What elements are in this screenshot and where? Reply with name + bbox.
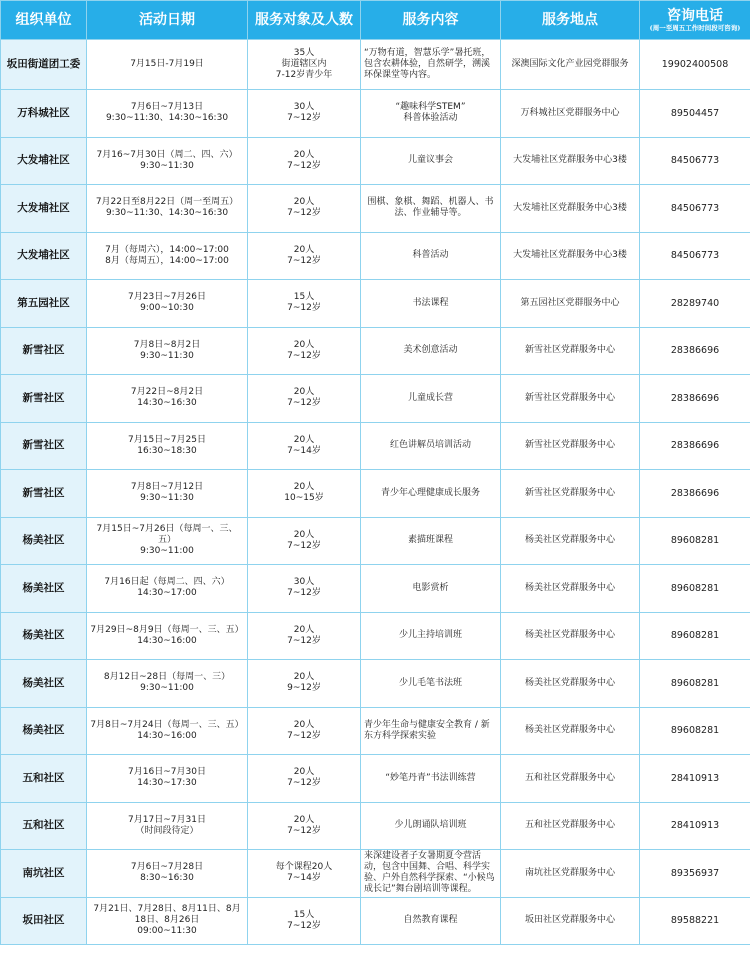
cell-org: 大发埔社区 bbox=[1, 232, 87, 280]
cell-content: 少儿毛笔书法班 bbox=[361, 660, 501, 708]
cell-location: 新雪社区党群服务中心 bbox=[501, 327, 640, 375]
cell-org: 杨美社区 bbox=[1, 660, 87, 708]
cell-content: 科普活动 bbox=[361, 232, 501, 280]
table-row bbox=[1, 850, 750, 898]
cell-org: 第五园社区 bbox=[1, 280, 87, 328]
cell-date: 7月6日~7月13日 9:30~11:30、14:30~16:30 bbox=[87, 90, 248, 138]
cell-content: 来深建设者子女暑期夏令营活动，包含中国舞、合唱、科学实验、户外自然科学探索、“小候鸟成长记”舞台剧培训等课程。 bbox=[361, 850, 501, 898]
cell-org: 五和社区 bbox=[1, 755, 87, 803]
table-row bbox=[1, 280, 750, 328]
cell-audience: 20人 10~15岁 bbox=[248, 470, 361, 518]
cell-date: 7月15日~7月26日（每周一、三、五） 9:30~11:00 bbox=[87, 517, 248, 565]
cell-phone: 28410913 bbox=[640, 755, 750, 803]
cell-location: 大发埔社区党群服务中心3楼 bbox=[501, 232, 640, 280]
cell-org: 新雪社区 bbox=[1, 422, 87, 470]
cell-date: 7月15日-7月19日 bbox=[87, 40, 248, 90]
table-row bbox=[1, 517, 750, 565]
cell-location: 杨美社区党群服务中心 bbox=[501, 707, 640, 755]
cell-location: 坂田社区党群服务中心 bbox=[501, 897, 640, 945]
table-row bbox=[1, 137, 750, 185]
cell-audience: 20人 7~12岁 bbox=[248, 327, 361, 375]
cell-org: 大发埔社区 bbox=[1, 137, 87, 185]
table-row bbox=[1, 612, 750, 660]
cell-audience: 15人 7~12岁 bbox=[248, 280, 361, 328]
cell-content: 美术创意活动 bbox=[361, 327, 501, 375]
cell-location: 大发埔社区党群服务中心3楼 bbox=[501, 185, 640, 233]
cell-org: 五和社区 bbox=[1, 802, 87, 850]
cell-location: 新雪社区党群服务中心 bbox=[501, 422, 640, 470]
cell-phone: 89588221 bbox=[640, 897, 750, 945]
cell-date: 7月29日~8月9日（每周一、三、五） 14:30~16:00 bbox=[87, 612, 248, 660]
cell-location: 万科城社区党群服务中心 bbox=[501, 90, 640, 138]
cell-audience: 20人 7~12岁 bbox=[248, 232, 361, 280]
cell-content: “趣味科学STEM” 科普体验活动 bbox=[361, 90, 501, 138]
cell-audience: 15人 7~12岁 bbox=[248, 897, 361, 945]
cell-content: 少儿主持培训班 bbox=[361, 612, 501, 660]
cell-content: 青少年生命与健康安全教育 / 新东方科学探索实验 bbox=[361, 707, 501, 755]
table-row bbox=[1, 40, 750, 90]
cell-content: 少儿朗诵队培训班 bbox=[361, 802, 501, 850]
cell-phone: 28386696 bbox=[640, 470, 750, 518]
cell-phone: 84506773 bbox=[640, 232, 750, 280]
cell-date: 7月22日~8月2日 14:30~16:30 bbox=[87, 375, 248, 423]
cell-audience: 30人 7~12岁 bbox=[248, 90, 361, 138]
cell-audience: 20人 7~14岁 bbox=[248, 422, 361, 470]
cell-date: 7月15日~7月25日 16:30~18:30 bbox=[87, 422, 248, 470]
cell-location: 大发埔社区党群服务中心3楼 bbox=[501, 137, 640, 185]
cell-location: 深澳国际文化产业园党群服务 bbox=[501, 40, 640, 90]
header-row bbox=[1, 1, 750, 40]
cell-phone: 28386696 bbox=[640, 375, 750, 423]
table-row bbox=[1, 897, 750, 945]
cell-date: 7月8日~7月24日（每周一、三、五） 14:30~16:00 bbox=[87, 707, 248, 755]
cell-date: 8月12日~28日（每周一、三） 9:30~11:00 bbox=[87, 660, 248, 708]
cell-date: 7月17日~7月31日 （时间段待定） bbox=[87, 802, 248, 850]
cell-audience: 20人 9~12岁 bbox=[248, 660, 361, 708]
cell-phone: 89608281 bbox=[640, 660, 750, 708]
table-row bbox=[1, 375, 750, 423]
cell-org: 杨美社区 bbox=[1, 517, 87, 565]
cell-location: 第五园社区党群服务中心 bbox=[501, 280, 640, 328]
cell-location: 杨美社区党群服务中心 bbox=[501, 565, 640, 613]
cell-phone: 89608281 bbox=[640, 565, 750, 613]
cell-content: “万物有道，智慧乐学”暑托班，包含农耕体验，自然研学，溯溪环保课堂等内容。 bbox=[361, 40, 501, 90]
table-row bbox=[1, 327, 750, 375]
cell-location: 南坑社区党群服务中心 bbox=[501, 850, 640, 898]
table-row bbox=[1, 470, 750, 518]
cell-phone: 28386696 bbox=[640, 327, 750, 375]
cell-content: 儿童成长营 bbox=[361, 375, 501, 423]
table-row bbox=[1, 185, 750, 233]
cell-content: 素描班课程 bbox=[361, 517, 501, 565]
table-row bbox=[1, 565, 750, 613]
cell-org: 大发埔社区 bbox=[1, 185, 87, 233]
cell-date: 7月（每周六），14:00~17:00 8月（每周五），14:00~17:00 bbox=[87, 232, 248, 280]
cell-phone: 19902400508 bbox=[640, 40, 750, 90]
cell-phone: 89608281 bbox=[640, 517, 750, 565]
cell-date: 7月16日~7月30日 14:30~17:30 bbox=[87, 755, 248, 803]
cell-date: 7月8日~8月2日 9:30~11:30 bbox=[87, 327, 248, 375]
cell-audience: 20人 7~12岁 bbox=[248, 755, 361, 803]
cell-date: 7月8日~7月12日 9:30~11:30 bbox=[87, 470, 248, 518]
table-row bbox=[1, 755, 750, 803]
cell-org: 南坑社区 bbox=[1, 850, 87, 898]
cell-phone: 84506773 bbox=[640, 185, 750, 233]
header-phone-note: (周一至周五工作时间段可咨询) bbox=[649, 24, 741, 32]
cell-phone: 28386696 bbox=[640, 422, 750, 470]
table-row bbox=[1, 802, 750, 850]
cell-content: 围棋、象棋、舞蹈、机器人、书法、作业辅导等。 bbox=[361, 185, 501, 233]
cell-phone: 84506773 bbox=[640, 137, 750, 185]
cell-audience: 20人 7~12岁 bbox=[248, 185, 361, 233]
cell-location: 杨美社区党群服务中心 bbox=[501, 517, 640, 565]
cell-content: 自然教育课程 bbox=[361, 897, 501, 945]
cell-date: 7月21日、7月28日、8月11日、8月18日、8月26日 09:00~11:30 bbox=[87, 897, 248, 945]
header-location: 服务地点 bbox=[501, 1, 640, 40]
header-content: 服务内容 bbox=[361, 1, 501, 40]
cell-location: 五和社区党群服务中心 bbox=[501, 802, 640, 850]
cell-audience: 30人 7~12岁 bbox=[248, 565, 361, 613]
cell-phone: 28410913 bbox=[640, 802, 750, 850]
cell-phone: 89504457 bbox=[640, 90, 750, 138]
cell-content: 红色讲解员培训活动 bbox=[361, 422, 501, 470]
cell-org: 坂田社区 bbox=[1, 897, 87, 945]
cell-content: 电影赏析 bbox=[361, 565, 501, 613]
table-row bbox=[1, 422, 750, 470]
cell-org: 杨美社区 bbox=[1, 612, 87, 660]
cell-location: 杨美社区党群服务中心 bbox=[501, 612, 640, 660]
cell-location: 新雪社区党群服务中心 bbox=[501, 470, 640, 518]
cell-audience: 20人 7~12岁 bbox=[248, 137, 361, 185]
cell-phone: 89608281 bbox=[640, 707, 750, 755]
cell-org: 万科城社区 bbox=[1, 90, 87, 138]
cell-audience: 20人 7~12岁 bbox=[248, 375, 361, 423]
cell-org: 坂田街道团工委 bbox=[1, 40, 87, 90]
cell-content: “妙笔丹青”书法训练营 bbox=[361, 755, 501, 803]
cell-location: 五和社区党群服务中心 bbox=[501, 755, 640, 803]
table-row bbox=[1, 232, 750, 280]
cell-phone: 89608281 bbox=[640, 612, 750, 660]
table-row bbox=[1, 707, 750, 755]
cell-audience: 20人 7~12岁 bbox=[248, 707, 361, 755]
cell-date: 7月16日起（每周二、四、六） 14:30~17:00 bbox=[87, 565, 248, 613]
header-audience: 服务对象及人数 bbox=[248, 1, 361, 40]
table-row bbox=[1, 90, 750, 138]
cell-content: 青少年心理健康成长服务 bbox=[361, 470, 501, 518]
cell-org: 杨美社区 bbox=[1, 707, 87, 755]
cell-org: 新雪社区 bbox=[1, 375, 87, 423]
cell-org: 新雪社区 bbox=[1, 470, 87, 518]
cell-content: 儿童议事会 bbox=[361, 137, 501, 185]
cell-date: 7月22日至8月22日（周一至周五） 9:30~11:30、14:30~16:30 bbox=[87, 185, 248, 233]
cell-audience: 每个课程20人 7~14岁 bbox=[248, 850, 361, 898]
cell-org: 杨美社区 bbox=[1, 565, 87, 613]
cell-location: 杨美社区党群服务中心 bbox=[501, 660, 640, 708]
header-date: 活动日期 bbox=[87, 1, 248, 40]
header-phone bbox=[640, 1, 750, 40]
cell-phone: 89356937 bbox=[640, 850, 750, 898]
cell-date: 7月16~7月30日（周二、四、六） 9:30~11:30 bbox=[87, 137, 248, 185]
cell-audience: 35人 街道辖区内 7-12岁青少年 bbox=[248, 40, 361, 90]
header-phone-label: 咨询电话 bbox=[667, 8, 723, 24]
cell-date: 7月6日~7月28日 8:30~16:30 bbox=[87, 850, 248, 898]
cell-phone: 28289740 bbox=[640, 280, 750, 328]
table-row bbox=[1, 660, 750, 708]
header-org: 组织单位 bbox=[1, 1, 87, 40]
cell-date: 7月23日~7月26日 9:00~10:30 bbox=[87, 280, 248, 328]
cell-location: 新雪社区党群服务中心 bbox=[501, 375, 640, 423]
cell-audience: 20人 7~12岁 bbox=[248, 517, 361, 565]
cell-audience: 20人 7~12岁 bbox=[248, 802, 361, 850]
cell-org: 新雪社区 bbox=[1, 327, 87, 375]
cell-audience: 20人 7~12岁 bbox=[248, 612, 361, 660]
cell-content: 书法课程 bbox=[361, 280, 501, 328]
